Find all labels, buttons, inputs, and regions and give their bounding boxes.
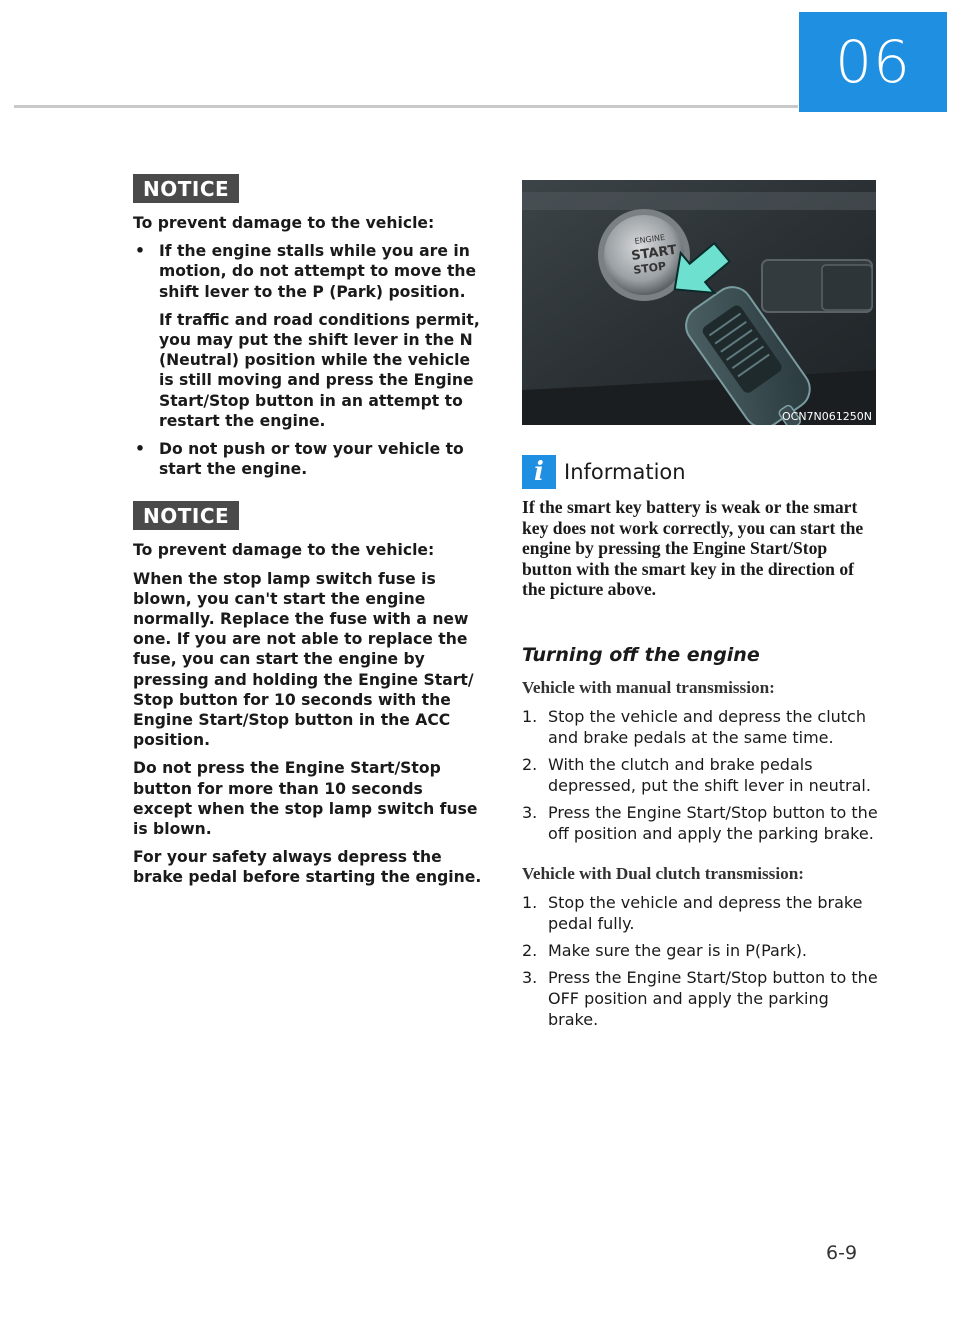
bullet-text: • Do not push or tow your vehicle to start the engine. — [159, 440, 464, 479]
step-item — [522, 754, 878, 796]
header-rule — [14, 105, 798, 108]
page-number: 6-9 — [826, 1242, 858, 1264]
notice-block-2 — [133, 501, 485, 887]
bullet-text: If traffic and road conditions permit, you may put the shift lever in the N (Neutral) position while the vehicle is still moving and press the Engine Start/Stop button in an attempt to restart the engine. — [159, 310, 480, 430]
notice-paragraph: When the stop lamp switch fuse is blown, you can't start the engine normally. Replace the fuse with a new one. If you are not able to replace the fuse, you can start the engine by pressing and holding the Engine Start/ Stop button for 10 seconds with the Engine Start/Stop button in the ACC position. — [133, 569, 474, 750]
step-text: Press the Engine Start/Stop button to the OFF position and apply the parking brake. — [548, 967, 878, 1029]
start-button-photo — [522, 180, 876, 425]
notice-intro: To prevent damage to the vehicle: — [133, 214, 435, 232]
dct-heading: Vehicle with Dual clutch transmission: — [522, 863, 805, 883]
step-item — [522, 940, 878, 961]
dct-steps — [522, 892, 878, 1030]
manual-steps — [522, 706, 878, 844]
section-title: Turning off the engine — [522, 643, 760, 666]
information-icon: i — [522, 455, 556, 489]
step-number: 2. — [522, 940, 538, 960]
step-number: 1. — [522, 892, 538, 912]
information-title: Information — [564, 460, 686, 484]
figure-caption: OCN7N061250N — [781, 410, 872, 423]
notice-bullet — [133, 439, 485, 479]
smart-key-start-illustration — [522, 180, 876, 425]
step-item — [522, 892, 878, 934]
step-number: 2. — [522, 754, 538, 774]
manual-transmission-heading: Vehicle with manual transmission: — [522, 677, 775, 697]
information-header — [522, 455, 878, 489]
chapter-tab: 06 — [799, 12, 947, 112]
button-text-stop: STOP — [632, 259, 667, 277]
notice-intro: To prevent damage to the vehicle: — [133, 541, 435, 560]
notice-bullet — [133, 241, 485, 431]
step-text: Make sure the gear is in P(Park). — [548, 940, 808, 960]
step-text: Stop the vehicle and depress the brake pedal fully. — [548, 892, 863, 933]
button-text-engine: ENGINE — [634, 232, 666, 246]
step-item — [522, 802, 878, 844]
step-item — [522, 967, 878, 1030]
notice-label: NOTICE — [133, 174, 239, 203]
step-number: 1. — [522, 706, 538, 726]
right-column — [522, 180, 878, 1036]
step-number: 3. — [522, 802, 538, 822]
notice-block-1 — [133, 174, 485, 479]
step-item — [522, 706, 878, 748]
step-number: 3. — [522, 967, 538, 987]
step-text: With the clutch and brake pedals depressed, put the shift lever in neutral. — [548, 754, 871, 795]
notice-paragraph: Do not press the Engine Start/Stop button for more than 10 seconds except when the stop lamp switch fuse is blown. — [133, 759, 478, 839]
notice-label: NOTICE — [133, 501, 239, 530]
left-column — [133, 174, 485, 896]
step-text: Press the Engine Start/Stop button to the off position and apply the parking brake. — [548, 802, 878, 843]
information-body: If the smart key battery is weak or the smart key does not work correctly, you can start the engine by pressing the Engine Start/Stop button with the smart key in the direction of the picture above. — [522, 497, 864, 599]
button-text-start: START — [630, 242, 678, 264]
notice-paragraph: For your safety always depress the brake pedal before starting the engine. — [133, 848, 482, 887]
step-text: Stop the vehicle and depress the clutch and brake pedals at the same time. — [548, 706, 866, 747]
bullet-text: • If the engine stalls while you are in motion, do not attempt to move the shift lever to the P (Park) position. — [159, 242, 477, 301]
